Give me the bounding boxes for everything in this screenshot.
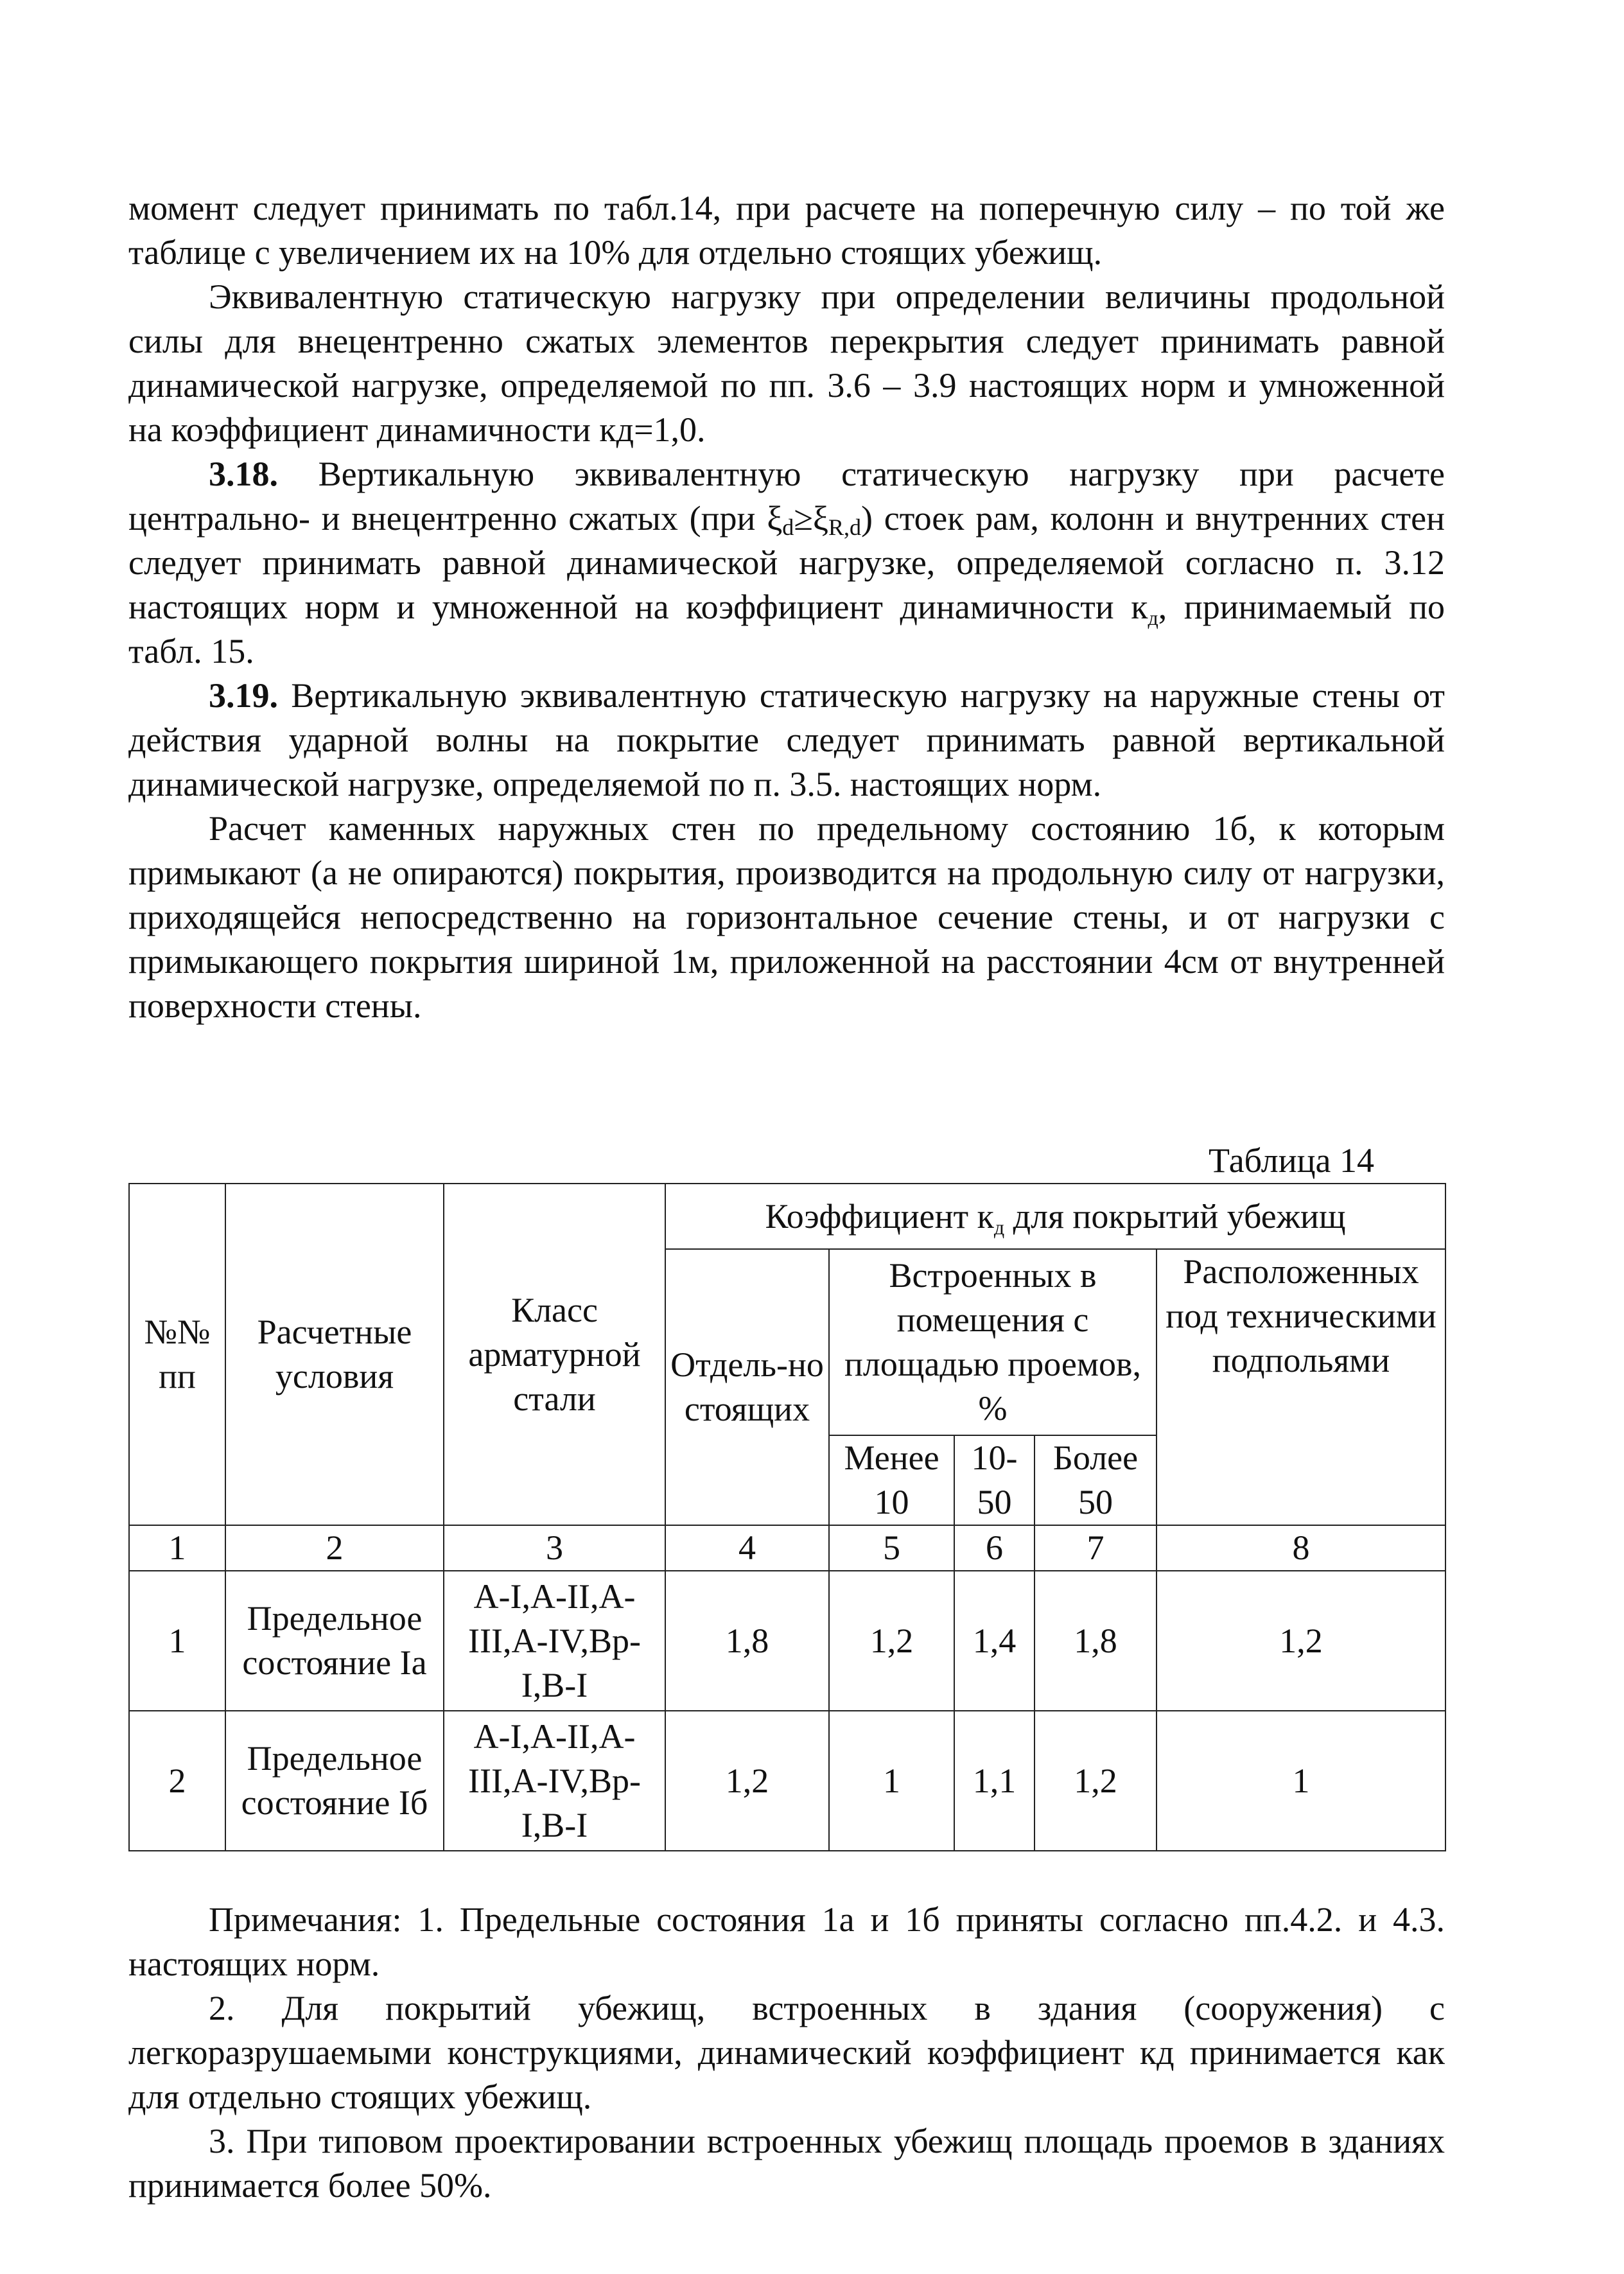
header-coefficient: [665, 1184, 1445, 1249]
paragraph-equivalent-load: Эквивалентную статическую нагрузку при определении величины продольной силы для внецентренно сжатых элементов перекрытия следует принимать равной динамической нагрузке, определяемой по пп. 3.6 – 3.9 настоящих норм и умноженной на коэффициент динамичности кд=1,0.: [128, 277, 1445, 449]
note-2: 2. Для покрытий убежищ, встроенных в здания (сооружения) с легкоразрушаемыми конструкциями, динамический коэффициент кд принимается как для отдельно стоящих убежищ.: [128, 1989, 1445, 2116]
table-header-row-1: [129, 1184, 1445, 1249]
row-condition: Предельное состояние Iб: [225, 1711, 444, 1851]
header-more-50: Более 50: [1035, 1435, 1157, 1525]
header-built-in: Встроенных в помещения с площадью проемов, %: [829, 1249, 1157, 1435]
col-number: 7: [1035, 1525, 1157, 1571]
row-steel: А-I,А-II,А-III,А-IV,Вр-I,В-I: [444, 1571, 665, 1711]
col-number: 4: [665, 1525, 829, 1571]
subscript-rd: R,d: [828, 514, 862, 540]
paragraph-3-19: [128, 674, 1445, 807]
col-number: 1: [129, 1525, 225, 1571]
header-steel-class: Класс арматурной стали: [444, 1184, 665, 1525]
row-steel: А-I,А-II,А-III,А-IV,Вр-I,В-I: [444, 1711, 665, 1851]
header-coefficient-text-a: Коэффициент к: [765, 1196, 994, 1236]
row-less-10: 1,2: [829, 1571, 954, 1711]
subscript-kd: д: [1148, 606, 1158, 629]
row-more-50: 1,2: [1035, 1711, 1157, 1851]
row-num: 2: [129, 1711, 225, 1851]
col-number: 6: [954, 1525, 1035, 1571]
paragraph-3-18-text-c: ) стоек рам, колонн и внутренних стен следует принимать равной динамической нагрузке, определяемой согласно п. 3.12 настоящих норм и умноженной на коэффициент динамичности к: [128, 499, 1445, 626]
header-standalone: Отдель-но стоящих: [665, 1249, 829, 1525]
col-number: 8: [1157, 1525, 1445, 1571]
header-coefficient-sub: д: [993, 1215, 1005, 1239]
paragraph-masonry-walls: Расчет каменных наружных стен по предельному состоянию 1б, к которым примыкают (а не опираются) покрытия, производится на продольную силу от нагрузки, приходящейся непосредственно на горизонтальное сечение стены, и от нагрузки с примыкающего покрытия шириной 1м, приложенной на расстоянии 4см от внутренней поверхности стены.: [128, 809, 1445, 1025]
notes-section: [128, 1898, 1445, 2208]
table-caption: Таблица 14: [1209, 1141, 1374, 1180]
col-number: 2: [225, 1525, 444, 1571]
row-less-10: 1: [829, 1711, 954, 1851]
paragraph-3-18: [128, 452, 1445, 674]
note-3: 3. При типовом проектировании встроенных убежищ площадь проемов в зданиях принимается более 50%.: [128, 2122, 1445, 2205]
table-row: [129, 1711, 1445, 1851]
row-basement: 1,2: [1157, 1571, 1445, 1711]
document-page: [128, 186, 1445, 2208]
col-number: 3: [444, 1525, 665, 1571]
subscript-d: d: [782, 514, 794, 540]
col-number: 5: [829, 1525, 954, 1571]
clause-number-3-19: 3.19.: [209, 676, 278, 715]
note-1: Примечания: 1. Предельные состояния 1а и 1б приняты согласно пп.4.2. и 4.3. настоящих норм.: [128, 1900, 1445, 1983]
row-10-50: 1,4: [954, 1571, 1035, 1711]
header-basement: Расположенных под техническими подпольями: [1157, 1249, 1445, 1525]
paragraph-3-18-text-d: , принимаемый по табл. 15.: [128, 588, 1445, 670]
table-row: [129, 1571, 1445, 1711]
paragraph-3-18-text-a: Вертикальную эквивалентную статическую нагрузку при расчете центрально- и внецентренно сжатых (при ξ: [128, 455, 1445, 538]
row-standalone: 1,8: [665, 1571, 829, 1711]
clause-number-3-18: 3.18.: [209, 455, 278, 493]
row-more-50: 1,8: [1035, 1571, 1157, 1711]
row-basement: 1: [1157, 1711, 1445, 1851]
header-less-10: Менее 10: [829, 1435, 954, 1525]
column-number-row: [129, 1525, 1445, 1571]
header-coefficient-text-b: для покрытий убежищ: [1004, 1196, 1346, 1236]
paragraph-continuation: момент следует принимать по табл.14, при расчете на поперечную силу – по той же таблице с увеличением их на 10% для отдельно стоящих убежищ.: [128, 189, 1445, 272]
header-num: №№ пп: [129, 1184, 225, 1525]
row-num: 1: [129, 1571, 225, 1711]
header-conditions: Расчетные условия: [225, 1184, 444, 1525]
header-10-50: 10-50: [954, 1435, 1035, 1525]
paragraph-3-18-text-b: ≥ξ: [794, 499, 828, 538]
row-condition: Предельное состояние Iа: [225, 1571, 444, 1711]
row-10-50: 1,1: [954, 1711, 1035, 1851]
coefficient-table: [128, 1183, 1446, 1851]
row-standalone: 1,2: [665, 1711, 829, 1851]
paragraph-3-19-text: Вертикальную эквивалентную статическую нагрузку на наружные стены от действия ударной волны на покрытие следует принимать равной вертикальной динамической нагрузке, определяемой по п. 3.5. настоящих норм.: [128, 676, 1445, 803]
